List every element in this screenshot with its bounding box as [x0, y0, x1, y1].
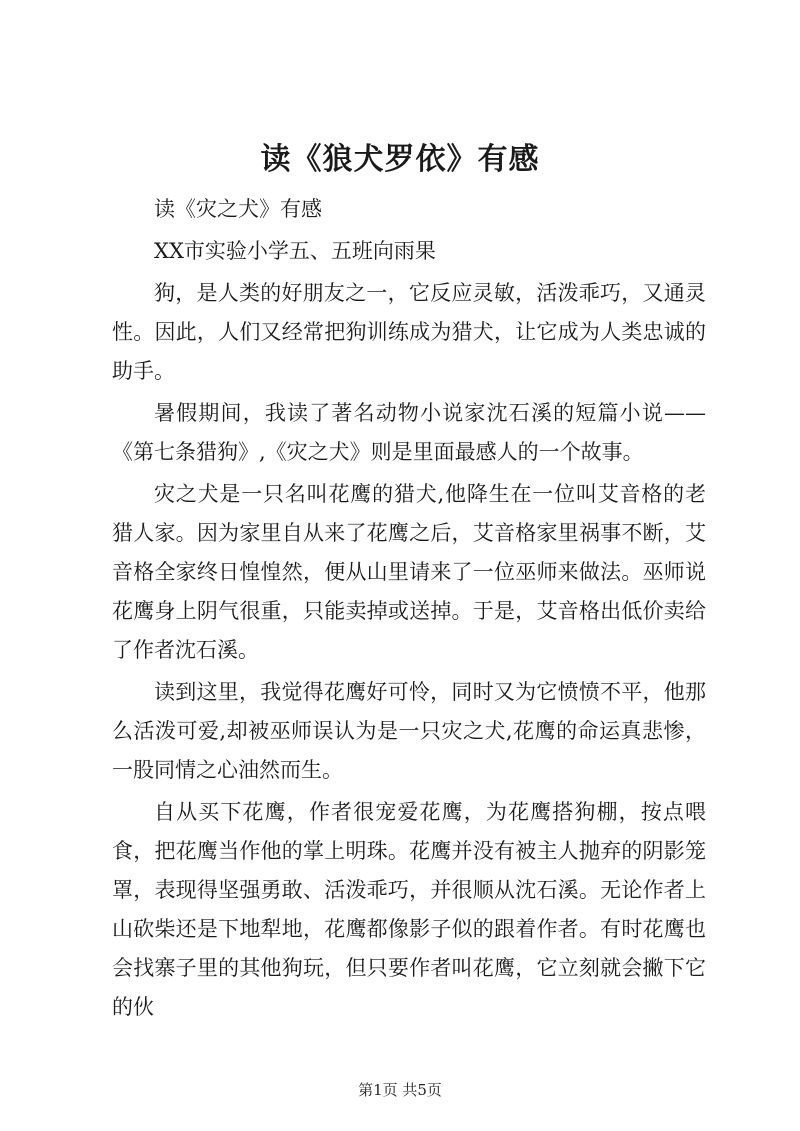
paragraph: 暑假期间，我读了著名动物小说家沈石溪的短篇小说——《第七条猎狗》,《灾之犬》则是里面最感人的一个故事。 — [112, 401, 706, 464]
paragraph: 读到这里，我觉得花鹰好可怜，同时又为它愤愤不平，他那么活泼可爱,却被巫师误认为是一只灾之犬,花鹰的命运真悲惨，一股同情之心油然而生。 — [112, 680, 706, 782]
document-title: 读《狼犬罗依》有感 — [260, 142, 540, 177]
paragraph: 自从买下花鹰，作者很宠爱花鹰，为花鹰搭狗棚，按点喂食，把花鹰当作他的掌上明珠。花鹰并没有被主人抛弃的阴影笼罩，表现得坚强勇敢、活泼乖巧，并很顺从沈石溪。无论作者上山砍柴还是下地犁地，花鹰都像影子似的跟着作者。有时花鹰也会找寨子里的其他狗玩，但只要作者叫花鹰，它立刻就会撇下它的伙 — [112, 800, 706, 1019]
paragraph: 灾之犬是一只名叫花鹰的猎犬,他降生在一位叫艾音格的老猎人家。因为家里自从来了花鹰之后，艾音格家里祸事不断，艾音格全家终日惶惶然，便从山里请来了一位巫师来做法。巫师说花鹰身上阴气很重，只能卖掉或送掉。于是，艾音格出低价卖给了作者沈石溪。 — [112, 482, 706, 662]
document-body — [112, 190, 706, 1030]
subtitle: 读《灾之犬》有感 — [154, 197, 322, 221]
paragraph: 狗，是人类的好朋友之一，它反应灵敏，活泼乖巧，又通灵性。因此，人们又经常把狗训练成为猎犬，让它成为人类忠诚的助手。 — [112, 281, 706, 383]
author-line: XX市实验小学五、五班向雨果 — [154, 239, 436, 263]
page-footer: 第1页 共5页 — [358, 1081, 442, 1099]
